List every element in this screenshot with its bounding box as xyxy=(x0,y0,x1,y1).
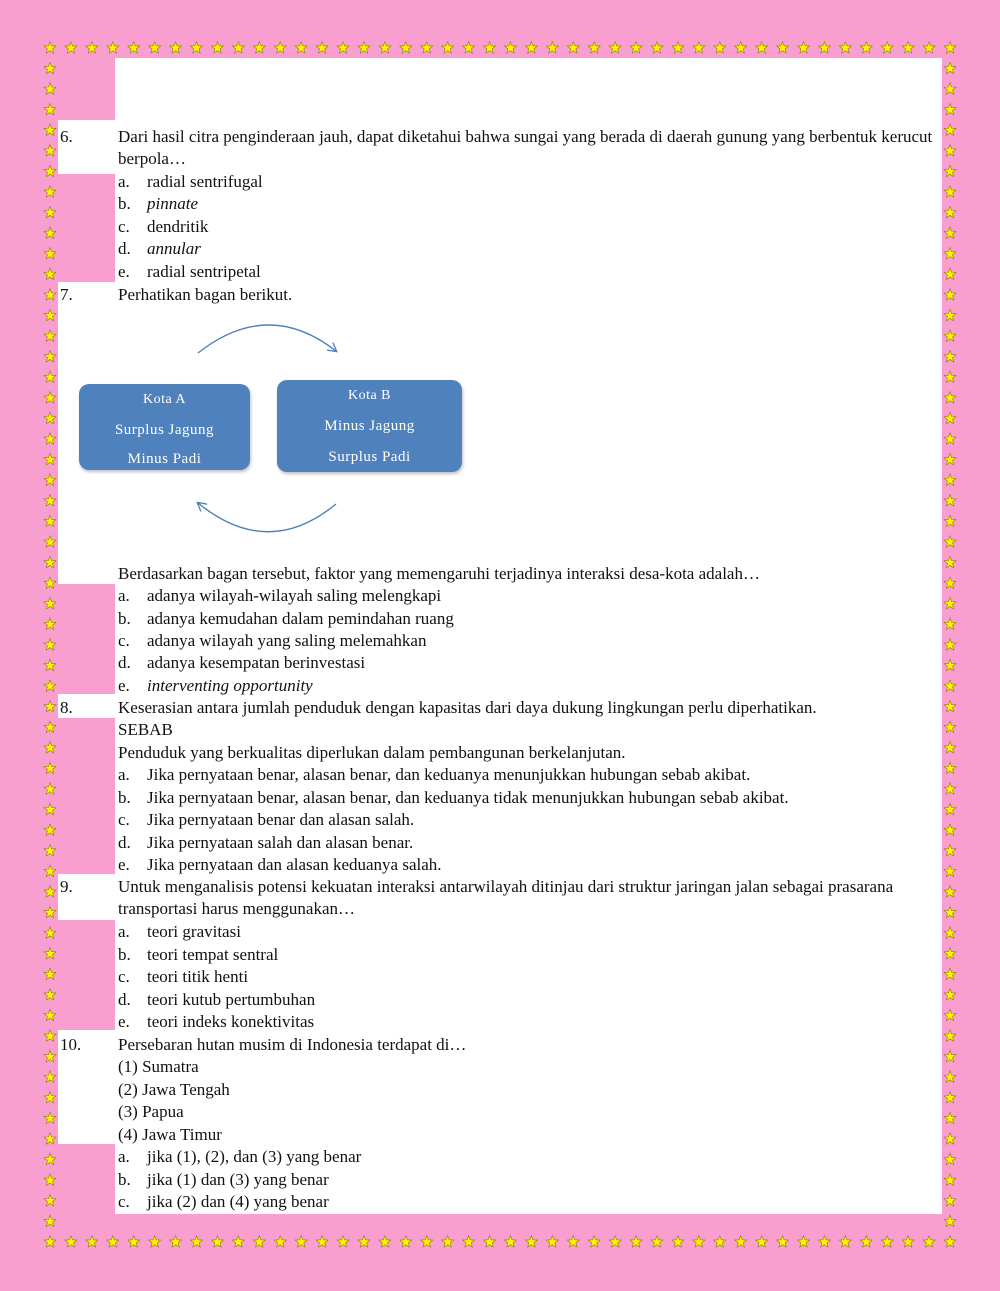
star-icon xyxy=(191,42,203,53)
star-icon xyxy=(44,989,56,1000)
star-icon xyxy=(630,42,642,53)
star-icon xyxy=(44,227,56,238)
star-icon xyxy=(609,1236,621,1247)
star-icon xyxy=(295,42,307,53)
star-icon xyxy=(944,42,956,53)
star-icon xyxy=(944,639,956,650)
star-icon xyxy=(944,927,956,938)
star-icon xyxy=(944,495,956,506)
star-icon xyxy=(421,1236,433,1247)
box-title: Kota B xyxy=(347,388,392,403)
star-icon xyxy=(44,83,56,94)
star-icon xyxy=(484,42,496,53)
question-number: 10. xyxy=(60,1035,82,1054)
star-icon xyxy=(44,124,56,135)
star-icon xyxy=(44,268,56,279)
question-number: 8. xyxy=(60,698,73,717)
star-icon xyxy=(170,42,182,53)
star-icon xyxy=(44,1153,56,1164)
question-number: 9. xyxy=(60,877,73,896)
star-icon xyxy=(379,1236,391,1247)
star-icon xyxy=(630,1236,642,1247)
star-icon xyxy=(944,700,956,711)
star-icon xyxy=(944,1071,956,1082)
star-icon xyxy=(44,968,56,979)
star-icon xyxy=(358,1236,370,1247)
interaction-diagram xyxy=(58,298,478,548)
star-icon xyxy=(860,42,872,53)
box-kota-a xyxy=(79,384,250,470)
star-icon xyxy=(944,1030,956,1041)
star-icon xyxy=(504,42,516,53)
star-icon xyxy=(735,1236,747,1247)
star-icon xyxy=(44,1215,56,1226)
star-icon xyxy=(191,1236,203,1247)
star-icon xyxy=(44,1133,56,1144)
star-icon xyxy=(944,371,956,382)
box-title: Kota A xyxy=(142,392,187,407)
option-7a[interactable]: a. adanya wilayah-wilayah saling melengkapi xyxy=(118,586,442,605)
star-icon xyxy=(714,42,726,53)
margin-tab xyxy=(58,174,115,282)
margin-tab xyxy=(58,584,115,694)
star-icon xyxy=(44,515,56,526)
star-icon xyxy=(44,1112,56,1123)
star-icon xyxy=(944,309,956,320)
star-icon xyxy=(944,989,956,1000)
option-8c[interactable]: c. Jika pernyataan benar dan alasan salah. xyxy=(118,810,415,829)
star-icon xyxy=(944,886,956,897)
star-icon xyxy=(44,474,56,485)
option-7c[interactable]: c. adanya wilayah yang saling melemahkan xyxy=(118,631,427,650)
option-8e[interactable]: e. Jika pernyataan dan alasan keduanya salah. xyxy=(118,855,442,874)
star-icon xyxy=(44,886,56,897)
star-icon xyxy=(944,536,956,547)
margin-tab xyxy=(58,58,115,120)
option-6d[interactable]: d. annular xyxy=(118,239,201,258)
star-icon xyxy=(44,783,56,794)
star-icon xyxy=(944,350,956,361)
star-icon xyxy=(944,453,956,464)
star-icon xyxy=(651,1236,663,1247)
star-icon xyxy=(442,42,454,53)
star-icon xyxy=(839,42,851,53)
star-icon xyxy=(128,42,140,53)
option-6a[interactable]: a. radial sentrifugal xyxy=(118,172,263,191)
option-6b[interactable]: b. pinnate xyxy=(118,194,198,213)
option-6c[interactable]: c. dendritik xyxy=(118,217,209,236)
question-8-reason: Penduduk yang berkualitas diperlukan dalam pembangunan berkelanjutan. xyxy=(118,743,626,762)
star-icon xyxy=(337,1236,349,1247)
star-icon xyxy=(400,1236,412,1247)
star-icon xyxy=(944,659,956,670)
star-icon xyxy=(944,556,956,567)
question-text: Persebaran hutan musim di Indonesia terdapat di… xyxy=(118,1035,467,1054)
star-icon xyxy=(756,42,768,53)
star-icon xyxy=(128,1236,140,1247)
top-arrow xyxy=(198,325,336,353)
star-icon xyxy=(484,1236,496,1247)
star-icon xyxy=(44,824,56,835)
star-icon xyxy=(274,42,286,53)
margin-tab xyxy=(58,920,115,1030)
star-icon xyxy=(944,1092,956,1103)
star-icon xyxy=(253,42,265,53)
star-icon xyxy=(818,1236,830,1247)
star-icon xyxy=(944,618,956,629)
option-9d[interactable]: d. teori kutub pertumbuhan xyxy=(118,990,316,1009)
option-9b[interactable]: b. teori tempat sentral xyxy=(118,945,279,964)
star-icon xyxy=(44,453,56,464)
star-icon xyxy=(944,227,956,238)
star-icon xyxy=(609,42,621,53)
star-icon xyxy=(44,556,56,567)
star-icon xyxy=(44,845,56,856)
star-icon xyxy=(735,42,747,53)
star-icon xyxy=(944,783,956,794)
star-icon xyxy=(944,83,956,94)
star-icon xyxy=(944,165,956,176)
statement-4: (4) Jawa Timur xyxy=(118,1125,222,1144)
star-icon xyxy=(274,1236,286,1247)
question-7-prompt xyxy=(118,563,933,585)
star-icon xyxy=(944,803,956,814)
star-icon xyxy=(44,206,56,217)
star-icon xyxy=(944,289,956,300)
star-icon xyxy=(44,700,56,711)
star-icon xyxy=(944,1153,956,1164)
star-icon xyxy=(944,1215,956,1226)
star-icon xyxy=(944,721,956,732)
star-icon xyxy=(944,103,956,114)
star-icon xyxy=(232,1236,244,1247)
star-icon xyxy=(944,268,956,279)
star-icon xyxy=(463,42,475,53)
star-icon xyxy=(944,906,956,917)
question-text: Dari hasil citra penginderaan jauh, dapat diketahui bahwa sungai yang berada di daerah gunung yang berbentuk kerucut berpola… xyxy=(118,127,933,169)
star-icon xyxy=(944,124,956,135)
star-icon xyxy=(944,515,956,526)
star-icon xyxy=(232,42,244,53)
star-icon xyxy=(44,659,56,670)
star-icon xyxy=(944,1236,956,1247)
star-icon xyxy=(337,42,349,53)
star-icon xyxy=(44,186,56,197)
bottom-arrow xyxy=(198,503,336,532)
star-icon xyxy=(944,248,956,259)
star-icon xyxy=(860,1236,872,1247)
star-icon xyxy=(44,906,56,917)
star-icon xyxy=(358,42,370,53)
star-icon xyxy=(44,412,56,423)
star-icon xyxy=(44,495,56,506)
margin-tab xyxy=(58,718,115,874)
box-line: Minus Jagung xyxy=(324,418,415,434)
star-icon xyxy=(65,42,77,53)
star-icon xyxy=(693,1236,705,1247)
star-icon xyxy=(588,1236,600,1247)
star-icon xyxy=(211,42,223,53)
statement-1: (1) Sumatra xyxy=(118,1057,199,1076)
statement-3: (3) Papua xyxy=(118,1102,184,1121)
star-icon xyxy=(798,1236,810,1247)
star-icon xyxy=(944,392,956,403)
star-icon xyxy=(44,598,56,609)
option-10a[interactable]: a. jika (1), (2), dan (3) yang benar xyxy=(118,1147,362,1166)
star-icon xyxy=(44,1009,56,1020)
star-icon xyxy=(672,1236,684,1247)
star-icon xyxy=(588,42,600,53)
star-icon xyxy=(149,42,161,53)
star-icon xyxy=(44,1236,56,1247)
option-10b[interactable]: b. jika (1) dan (3) yang benar xyxy=(118,1170,329,1189)
star-icon xyxy=(944,186,956,197)
star-icon xyxy=(672,42,684,53)
star-icon xyxy=(944,680,956,691)
star-icon xyxy=(107,1236,119,1247)
star-icon xyxy=(44,1071,56,1082)
option-8a[interactable]: a. Jika pernyataan benar, alasan benar, dan keduanya menunjukkan hubungan sebab akibat. xyxy=(118,765,751,784)
option-6e[interactable]: e. radial sentripetal xyxy=(118,262,261,281)
star-icon xyxy=(881,42,893,53)
star-icon xyxy=(944,474,956,485)
star-icon xyxy=(44,536,56,547)
star-icon xyxy=(944,145,956,156)
star-icon xyxy=(44,947,56,958)
option-9c[interactable]: c. teori titik henti xyxy=(118,967,249,986)
star-icon xyxy=(316,42,328,53)
star-icon xyxy=(944,206,956,217)
star-icon xyxy=(525,42,537,53)
star-icon xyxy=(44,1030,56,1041)
star-icon xyxy=(442,1236,454,1247)
star-icon xyxy=(923,1236,935,1247)
question-number: 7. xyxy=(60,285,73,304)
option-8d[interactable]: d. Jika pernyataan salah dan alasan benar. xyxy=(118,833,414,852)
star-icon xyxy=(44,742,56,753)
star-icon xyxy=(923,42,935,53)
star-icon xyxy=(44,1050,56,1061)
box-line: Surplus Padi xyxy=(328,449,411,465)
star-icon xyxy=(944,1050,956,1061)
star-icon xyxy=(902,42,914,53)
box-kota-b xyxy=(277,380,462,472)
star-icon xyxy=(44,680,56,691)
box-line: Surplus Jagung xyxy=(114,422,215,438)
star-icon xyxy=(44,248,56,259)
option-7d[interactable]: d. adanya kesempatan berinvestasi xyxy=(118,653,366,672)
star-icon xyxy=(295,1236,307,1247)
star-icon xyxy=(86,1236,98,1247)
star-icon xyxy=(211,1236,223,1247)
star-icon xyxy=(944,62,956,73)
star-icon xyxy=(944,412,956,423)
star-icon xyxy=(944,845,956,856)
star-icon xyxy=(944,1174,956,1185)
star-icon xyxy=(44,1092,56,1103)
star-icon xyxy=(777,1236,789,1247)
star-icon xyxy=(714,1236,726,1247)
star-icon xyxy=(379,42,391,53)
star-icon xyxy=(944,947,956,958)
star-icon xyxy=(253,1236,265,1247)
star-icon xyxy=(651,42,663,53)
star-icon xyxy=(44,309,56,320)
star-icon xyxy=(881,1236,893,1247)
star-icon xyxy=(944,865,956,876)
star-icon xyxy=(944,1009,956,1020)
star-icon xyxy=(504,1236,516,1247)
star-icon xyxy=(149,1236,161,1247)
star-icon xyxy=(107,42,119,53)
star-icon xyxy=(44,927,56,938)
star-icon xyxy=(44,803,56,814)
star-icon xyxy=(44,721,56,732)
star-icon xyxy=(44,42,56,53)
star-icon xyxy=(944,1195,956,1206)
star-icon xyxy=(944,1133,956,1144)
option-9e[interactable]: e. teori indeks konektivitas xyxy=(118,1012,315,1031)
star-icon xyxy=(839,1236,851,1247)
star-icon xyxy=(44,350,56,361)
star-icon xyxy=(44,145,56,156)
star-icon xyxy=(944,577,956,588)
star-icon xyxy=(44,289,56,300)
star-icon xyxy=(944,968,956,979)
star-icon xyxy=(44,762,56,773)
star-icon xyxy=(86,42,98,53)
star-icon xyxy=(44,433,56,444)
star-icon xyxy=(944,598,956,609)
star-icon xyxy=(44,371,56,382)
star-icon xyxy=(798,42,810,53)
question-number: 6. xyxy=(60,127,73,146)
star-icon xyxy=(944,762,956,773)
star-icon xyxy=(44,618,56,629)
star-icon xyxy=(546,42,558,53)
star-icon xyxy=(44,392,56,403)
option-9a[interactable]: a. teori gravitasi xyxy=(118,922,241,941)
star-icon xyxy=(44,1195,56,1206)
star-icon xyxy=(44,165,56,176)
star-icon xyxy=(316,1236,328,1247)
star-icon xyxy=(944,824,956,835)
star-icon xyxy=(421,42,433,53)
star-icon xyxy=(44,330,56,341)
question-text: Keserasian antara jumlah penduduk dengan kapasitas dari daya dukung lingkungan perlu diperhatikan. xyxy=(118,698,817,717)
star-icon xyxy=(944,742,956,753)
star-icon xyxy=(567,42,579,53)
star-icon xyxy=(567,1236,579,1247)
statement-2: (2) Jawa Tengah xyxy=(118,1080,230,1099)
option-8b[interactable]: b. Jika pernyataan benar, alasan benar, dan keduanya tidak menunjukkan hubungan sebab akibat. xyxy=(118,788,789,807)
star-icon xyxy=(170,1236,182,1247)
star-icon xyxy=(525,1236,537,1247)
question-text: Perhatikan bagan berikut. xyxy=(118,285,293,304)
star-icon xyxy=(944,330,956,341)
star-icon xyxy=(944,1112,956,1123)
star-icon xyxy=(777,42,789,53)
question-text: Berdasarkan bagan tersebut, faktor yang memengaruhi terjadinya interaksi desa-kota adalah… xyxy=(118,564,760,583)
star-icon xyxy=(65,1236,77,1247)
star-icon xyxy=(44,103,56,114)
star-icon xyxy=(44,865,56,876)
star-icon xyxy=(546,1236,558,1247)
question-text: Untuk menganalisis potensi kekuatan interaksi antarwilayah ditinjau dari struktur jaringan jalan sebagai prasarana transportasi harus menggunakan… xyxy=(118,877,894,919)
star-icon xyxy=(400,42,412,53)
star-icon xyxy=(756,1236,768,1247)
star-icon xyxy=(44,62,56,73)
option-7b[interactable]: b. adanya kemudahan dalam pemindahan ruang xyxy=(118,609,454,628)
margin-tab xyxy=(58,1144,115,1214)
star-icon xyxy=(902,1236,914,1247)
star-icon xyxy=(44,1174,56,1185)
option-10c[interactable]: c. jika (2) dan (4) yang benar xyxy=(118,1192,329,1211)
box-line: Minus Padi xyxy=(127,451,202,467)
star-icon xyxy=(818,42,830,53)
star-icon xyxy=(944,433,956,444)
star-icon xyxy=(693,42,705,53)
star-icon xyxy=(463,1236,475,1247)
star-icon xyxy=(44,639,56,650)
option-7e[interactable]: e. interventing opportunity xyxy=(118,676,313,695)
star-icon xyxy=(44,577,56,588)
question-8-connector: SEBAB xyxy=(118,720,173,739)
worksheet-page xyxy=(58,58,942,1214)
